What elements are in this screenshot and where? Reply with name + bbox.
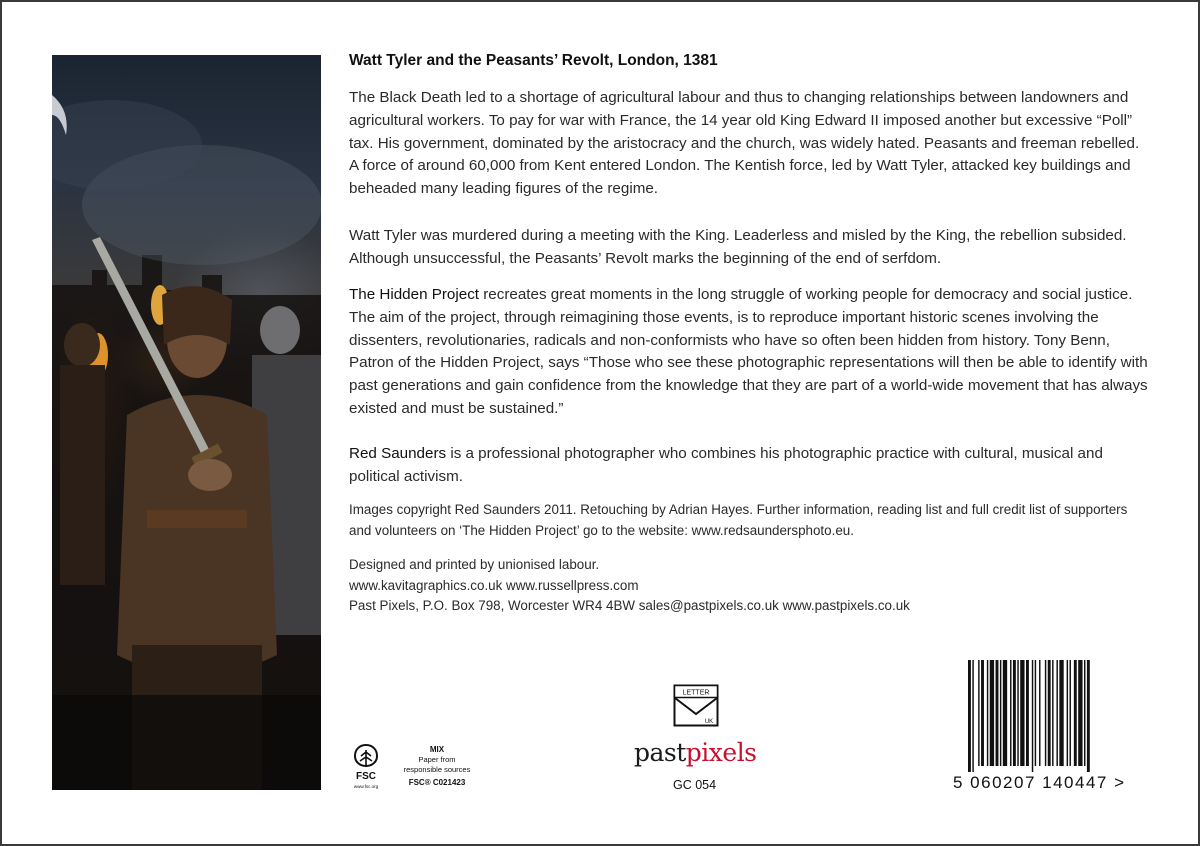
credits-line-3: Past Pixels, P.O. Box 798, Worcester WR4 4BW sales@pastpixels.co.uk www.pastpixels.co.uk xyxy=(349,598,910,613)
credits-line-2: www.kavitagraphics.co.uk www.russellpress.com xyxy=(349,577,639,593)
red-saunders-text: is a professional photographer who combines his photographic practice with cultural, musical and political activism. xyxy=(349,445,1103,485)
fsc-paper-line-1: Paper from xyxy=(418,755,456,764)
product-code: GC 054 xyxy=(673,778,717,792)
hidden-project-text: recreates great moments in the long struggle of working people for democracy and social justice. The aim of the project, through reimagining those events, is to reproduce important historic scenes involving the dissenters, revolutionaries, radicals and non-conformists who have so often been hidden from history. Tony Benn, Patron of the Hidden Project, says “Those who see these photographic representations will then be able to identify with past generations and gain confidence from the knowledge that they are part of a world-wide movement that has always existed and must be sustained.” xyxy=(349,286,1148,417)
print-credits xyxy=(349,555,1149,617)
pastpixels-logo xyxy=(634,738,757,768)
fsc-certification xyxy=(392,745,482,788)
hidden-project-lead: The Hidden Project xyxy=(349,286,480,303)
paragraph-black-death: The Black Death led to a shortage of agricultural labour and thus to changing relationships between landowners and agricultural workers. To pay for war with France, the 14 year old King Edward II imposed another but excessive “Poll” tax. His government, dominated by the aristocracy and the church, was widely hated. Peasants and freeman rebelled. A force of around 60,000 from Kent entered London. The Kentish force, led by Watt Tyler, attacked key buildings and beheaded many leading figures of the regime. xyxy=(349,89,1140,198)
photo-scene xyxy=(52,55,321,790)
brand-past: past xyxy=(634,738,686,767)
fsc-code: FSC® C021423 xyxy=(408,778,466,787)
fsc-tree-icon xyxy=(349,742,383,790)
barcode-digits: 5 060207 140447 > xyxy=(953,773,1126,792)
brand-pixels: pixels xyxy=(685,738,757,767)
paragraph-hidden-project xyxy=(349,284,1149,421)
peasants-revolt-photo xyxy=(52,55,321,790)
barcode-icon xyxy=(968,660,1138,772)
red-saunders-lead: Red Saunders xyxy=(349,445,447,462)
letter-label: LETTER xyxy=(682,689,710,697)
copyright-note: Images copyright Red Saunders 2011. Retouching by Adrian Hayes. Further information, reading list and full credit list of supporters and volunteers on ‘The Hidden Project’ go to the website: www.redsaundersphoto.eu. xyxy=(349,502,1128,538)
fsc-logo-label: FSC xyxy=(356,771,376,782)
card-title: Watt Tyler and the Peasants’ Revolt, London, 1381 xyxy=(349,52,718,69)
paragraph-red-saunders xyxy=(349,443,1149,489)
credits-line-1: Designed and printed by unionised labour. xyxy=(349,557,600,572)
uk-label: UK xyxy=(704,719,714,725)
paragraph-watt-tyler-murder: Watt Tyler was murdered during a meeting with the King. Leaderless and misled by the King, the rebellion subsided. Although unsuccessful, the Peasants’ Revolt marks the beginning of the end of serfdom. xyxy=(349,227,1127,267)
fsc-logo-url: www.fsc.org xyxy=(353,784,379,789)
letter-envelope-icon xyxy=(673,684,719,727)
fsc-paper-line-2: responsible sources xyxy=(403,765,471,774)
fsc-mix: MIX xyxy=(429,745,445,754)
